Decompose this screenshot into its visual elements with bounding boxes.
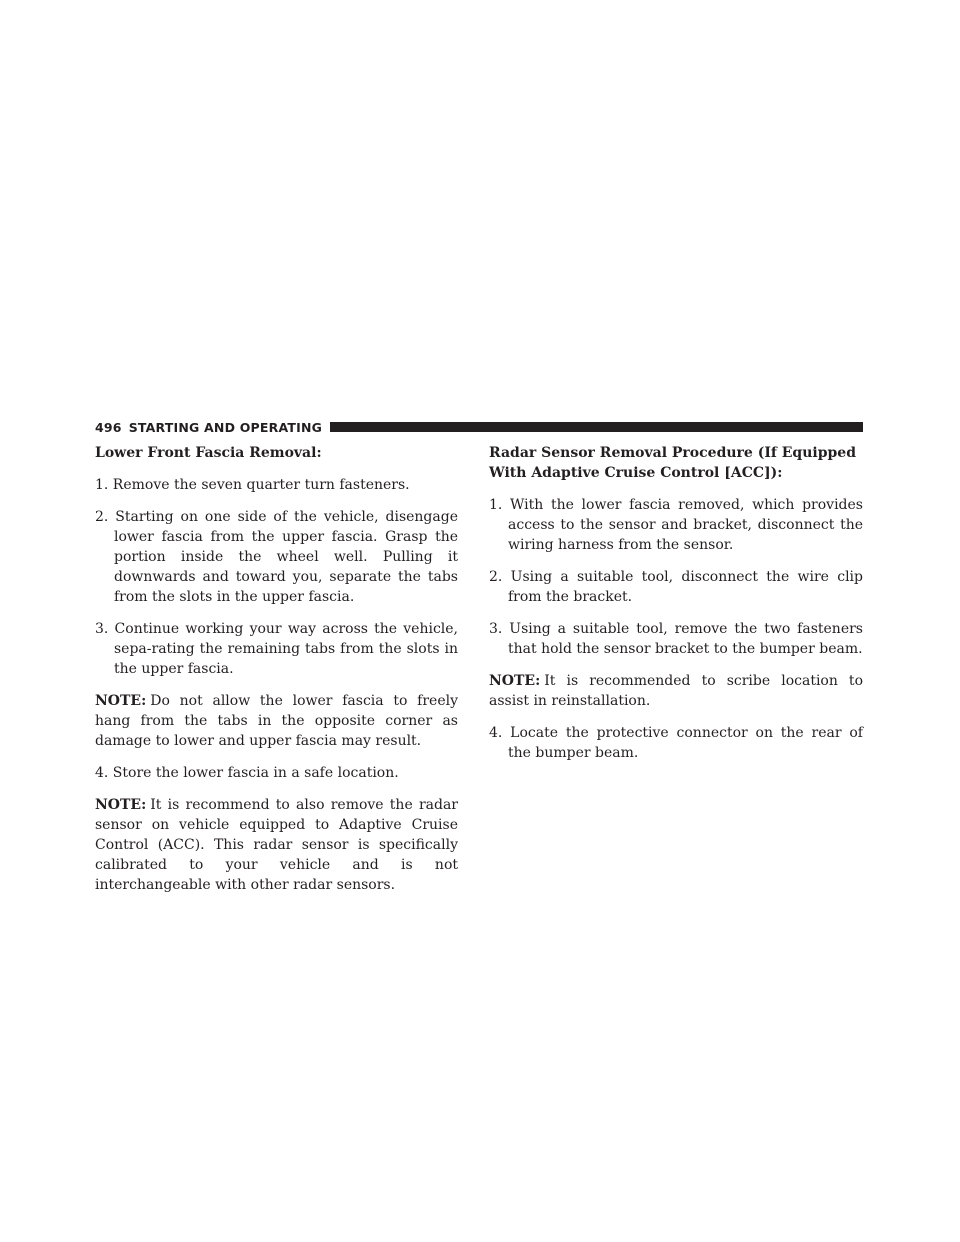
- left-column: [95, 443, 458, 907]
- right-step-1: 1. With the lower fascia removed, which provides access to the sensor and bracket, disconnect the wiring harness from the sensor.: [489, 497, 863, 553]
- left-step-4: 4. Store the lower fascia in a safe location.: [95, 765, 399, 781]
- section-title: STARTING AND OPERATING: [128, 419, 323, 435]
- note-text: It is recommended to scribe location to assist in reinstallation.: [489, 673, 863, 709]
- page-header: [95, 419, 863, 435]
- note-text: It is recommend to also remove the radar sensor on vehicle equipped to Adaptive Cruise Control (ACC). This radar sensor is specifically calibrated to your vehicle and is not interchangeable with other radar sensors.: [95, 797, 458, 893]
- header-rule: [330, 422, 863, 432]
- left-step-1: 1. Remove the seven quarter turn fasteners.: [95, 477, 410, 493]
- left-step-2: 2. Starting on one side of the vehicle, disengage lower fascia from the upper fascia. Grasp the portion inside the wheel well. Pulling it downwards and toward you, separate the tabs from the slots in the upper fascia.: [95, 509, 458, 605]
- right-column: [489, 443, 863, 775]
- right-note: [489, 671, 863, 711]
- note-text: Do not allow the lower fascia to freely hang from the tabs in the opposite corner as damage to lower and upper fascia may result.: [95, 693, 458, 749]
- right-step-3: 3. Using a suitable tool, remove the two fasteners that hold the sensor bracket to the bumper beam.: [489, 621, 863, 657]
- right-step-4: 4. Locate the protective connector on the rear of the bumper beam.: [489, 725, 863, 761]
- note-label: NOTE:: [95, 797, 147, 813]
- note-label: NOTE:: [95, 693, 147, 709]
- left-step-3: 3. Continue working your way across the vehicle, sepa-rating the remaining tabs from the slots in the upper fascia.: [95, 621, 458, 677]
- lower-fascia-removal-heading: Lower Front Fascia Removal:: [95, 445, 322, 461]
- left-note-2: [95, 795, 458, 895]
- right-step-2: 2. Using a suitable tool, disconnect the wire clip from the bracket.: [489, 569, 863, 605]
- left-note-1: [95, 691, 458, 751]
- note-label: NOTE:: [489, 673, 541, 689]
- page-number: 496: [95, 419, 122, 435]
- radar-sensor-removal-heading: Radar Sensor Removal Procedure (If Equipped With Adaptive Cruise Control [ACC]):: [489, 445, 856, 481]
